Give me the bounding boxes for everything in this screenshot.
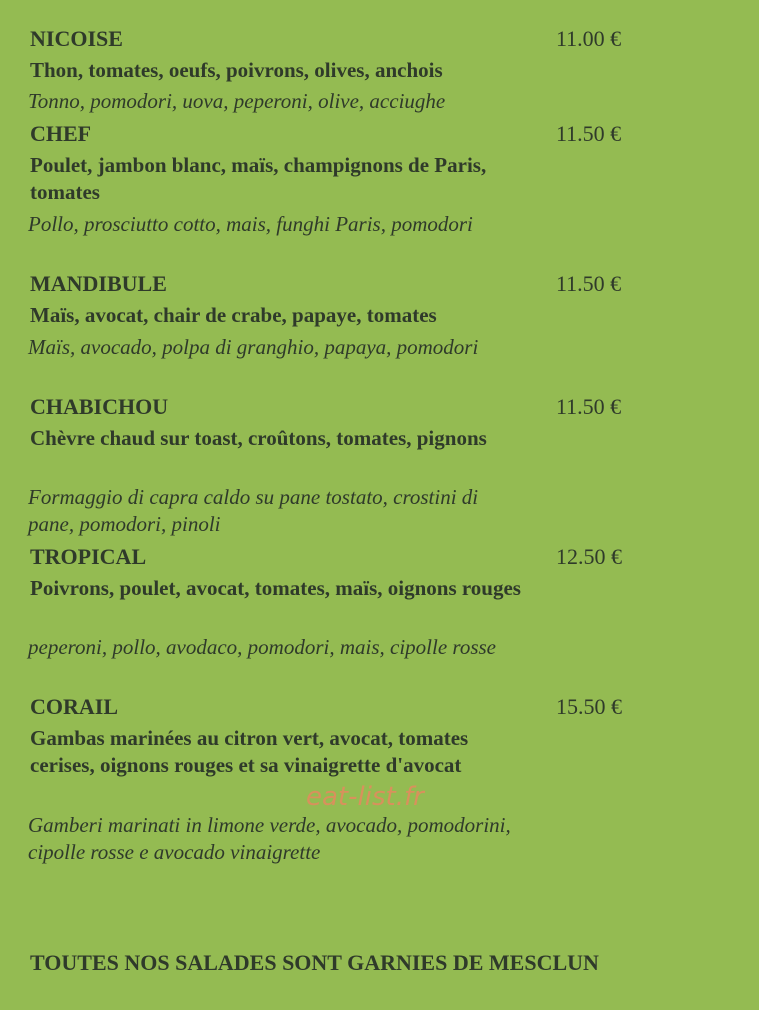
item-name: CORAIL: [30, 694, 119, 719]
watermark: eat-list.fr: [306, 782, 424, 812]
item-name: MANDIBULE: [30, 271, 167, 296]
item-description-fr: Poulet, jambon blanc, maïs, champignons de Paris, tomates: [30, 153, 487, 204]
item-description-fr: Thon, tomates, oeufs, poivrons, olives, anchois: [30, 58, 443, 82]
item-description-fr: Chèvre chaud sur toast, croûtons, tomates, pignons: [30, 426, 487, 450]
item-description-it: peperoni, pollo, avodaco, pomodori, mais, cipolle rosse: [28, 635, 496, 659]
item-description-fr: Maïs, avocat, chair de crabe, papaye, tomates: [30, 303, 437, 327]
item-name: TROPICAL: [30, 544, 147, 569]
footer-note: TOUTES NOS SALADES SONT GARNIES DE MESCLUN: [30, 950, 599, 975]
item-description-it: Pollo, prosciutto cotto, mais, funghi Paris, pomodori: [28, 212, 473, 236]
item-description-fr: Gambas marinées au citron vert, avocat, tomates cerises, oignons rouges et sa vinaigrette d'avocat: [30, 726, 469, 777]
item-name: NICOISE: [30, 26, 123, 51]
item-price: 11.50 €: [556, 121, 622, 146]
item-price: 15.50 €: [556, 694, 622, 719]
item-description-fr: Poivrons, poulet, avocat, tomates, maïs, oignons rouges: [30, 576, 521, 600]
item-price: 11.00 €: [556, 26, 622, 51]
item-price: 12.50 €: [556, 544, 622, 569]
item-name: CHABICHOU: [30, 394, 169, 419]
item-description-it: Gamberi marinati in limone verde, avocado, pomodorini, cipolle rosse e avocado vinaigrette: [28, 813, 511, 864]
item-description-it: Tonno, pomodori, uova, peperoni, olive, acciughe: [28, 89, 446, 113]
item-description-it: Formaggio di capra caldo su pane tostato, crostini di pane, pomodori, pinoli: [28, 485, 479, 536]
item-price: 11.50 €: [556, 394, 622, 419]
item-description-it: Maïs, avocado, polpa di granghio, papaya, pomodori: [28, 335, 479, 359]
item-name: CHEF: [30, 121, 92, 146]
item-price: 11.50 €: [556, 271, 622, 296]
